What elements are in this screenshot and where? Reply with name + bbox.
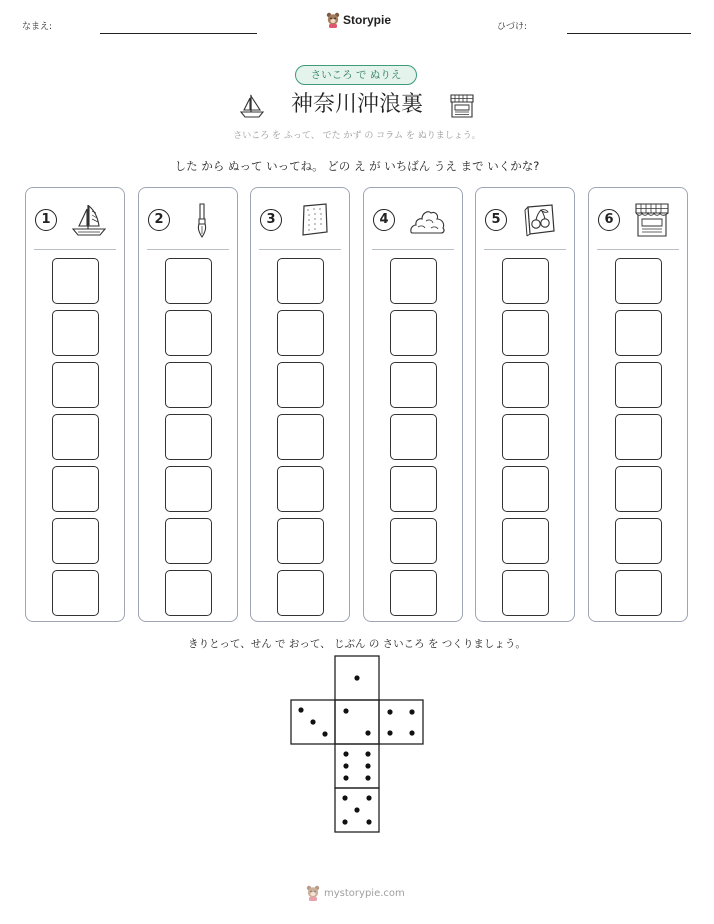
pip [343,763,348,768]
pip [343,751,348,756]
pip [342,819,347,824]
pip [365,730,370,735]
cut-instruction: きりとって、せん で おって、 じぶん の さいころ を つくりましょう。 [188,638,526,650]
pip [343,708,348,713]
pip [343,775,348,780]
footer [306,885,405,901]
pip [342,795,347,800]
pip [322,731,327,736]
page-title: 神奈川沖浪裏 [290,92,423,117]
instruction-text: した から ぬって いってね。 どの え が いちばん うえ まで いくかな? [174,159,540,173]
pip [409,709,414,714]
logo-text: Storypie [343,13,392,27]
column-number: 4 [373,209,395,231]
dice-face-6 [335,744,379,788]
mode-pill: さいころ で ぬりえ [295,65,417,85]
pip [409,730,414,735]
footer-url[interactable]: mystorypie.com [324,887,405,899]
pip [310,719,315,724]
column-number: 3 [260,209,282,231]
pip [298,707,303,712]
dice-face-2 [335,700,379,744]
pip [366,819,371,824]
column-number: 2 [148,209,170,231]
dice-face-4 [379,700,423,744]
name-label: なまえ: [22,22,53,32]
column-number: 1 [35,209,57,231]
pip [366,795,371,800]
pip [387,709,392,714]
column-number: 6 [598,209,620,231]
pip [354,807,359,812]
date-label: ひづけ: [497,22,528,32]
subtitle: さいころ を ふって、 でた かず の コラム を ぬりましょう。 [233,131,481,141]
pip [365,751,370,756]
pip [354,675,359,680]
pip [365,763,370,768]
pip [387,730,392,735]
column-number: 5 [485,209,507,231]
bear-logo-icon [306,885,320,901]
pip [365,775,370,780]
